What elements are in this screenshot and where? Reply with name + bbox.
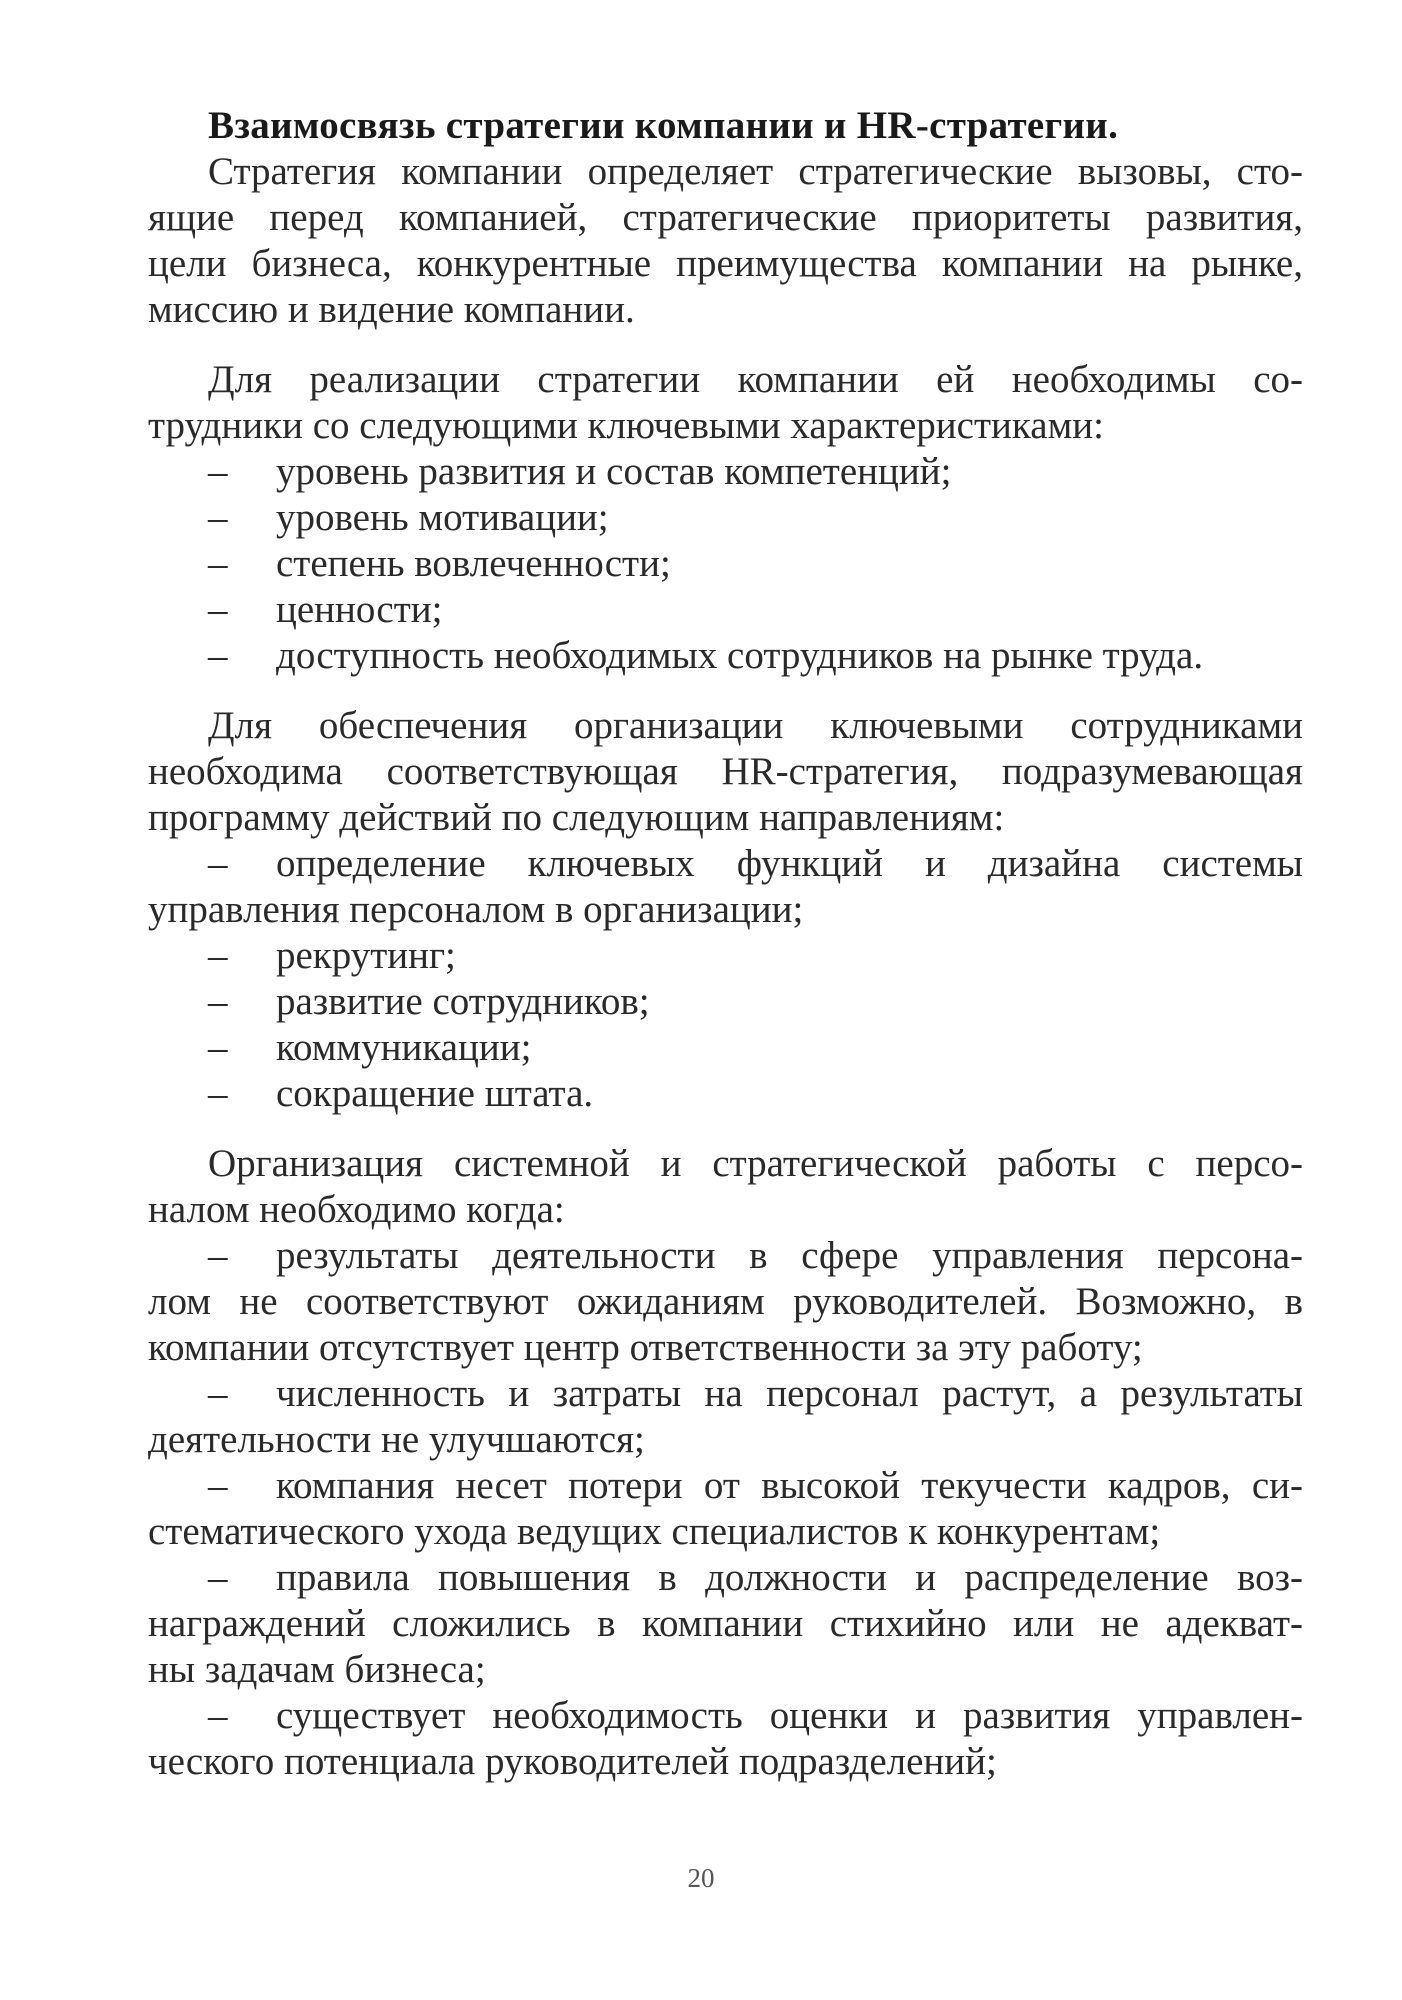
page-number: 20 [687, 1863, 715, 1893]
dash-marker: – [208, 634, 228, 677]
section-heading: Взаимосвязь стратегии компании и HR-стратегии. [208, 104, 1119, 147]
list-item [148, 1233, 1303, 1279]
list-item-text: численность и затраты на персонал растут, а результаты [276, 1372, 1303, 1415]
list-item-continuation: управления персоналом в организации; [148, 888, 804, 931]
list-item-text: степень вовлеченности; [276, 542, 671, 585]
list-item-text: результаты деятельности в сфере управления персона- [276, 1234, 1303, 1277]
paragraph-1-line: Стратегия компании определяет стратегические вызовы, сто- [208, 150, 1303, 193]
paragraph-4-line: Организация системной и стратегической работы с персо- [208, 1142, 1303, 1185]
list-item-text: развитие сотрудников; [276, 980, 650, 1023]
list-item-text: коммуникации; [276, 1026, 532, 1069]
dash-marker: – [208, 1026, 228, 1069]
paragraph-4-line: налом необходимо когда: [148, 1188, 565, 1231]
list-item-text: доступность необходимых сотрудников на рынке труда. [276, 634, 1204, 677]
list-item-continuation: стематического ухода ведущих специалистов к конкурентам; [148, 1510, 1161, 1553]
list-item [148, 449, 1303, 495]
dash-marker: – [208, 842, 228, 885]
dash-marker: – [208, 980, 228, 1023]
paragraph-1-line: миссию и видение компании. [148, 288, 635, 331]
dash-marker: – [208, 450, 228, 493]
paragraph-1-line: ящие перед компанией, стратегические приоритеты развития, [148, 196, 1303, 239]
paragraph-2-line: Для реализации стратегии компании ей необходимы со- [208, 358, 1303, 401]
list-item [148, 841, 1303, 887]
list-item [148, 1371, 1303, 1417]
page-body [148, 103, 1303, 1785]
paragraph-3-line: Для обеспечения организации ключевыми сотрудниками [208, 704, 1303, 747]
list-item-continuation: компании отсутствует центр ответственности за эту работу; [148, 1326, 1143, 1369]
list-item-continuation: награждений сложились в компании стихийно или не адекват- [148, 1602, 1303, 1645]
dash-marker: – [208, 1464, 228, 1507]
list-item-text: правила повышения в должности и распределение воз- [276, 1556, 1303, 1599]
paragraph-2-line: трудники со следующими ключевыми характеристиками: [148, 404, 1104, 447]
list-item-continuation: ческого потенциала руководителей подразделений; [148, 1740, 997, 1783]
list-item-text: ценности; [276, 588, 443, 631]
dash-marker: – [208, 1694, 228, 1737]
paragraph-1-line: цели бизнеса, конкурентные преимущества компании на рынке, [148, 242, 1303, 285]
list-item-text: уровень мотивации; [276, 496, 609, 539]
list-item [148, 541, 1303, 587]
dash-marker: – [208, 1372, 228, 1415]
list-item [148, 495, 1303, 541]
list-item [148, 1025, 1303, 1071]
list-item-text: определение ключевых функций и дизайна системы [276, 842, 1303, 885]
list-item-text: компания несет потери от высокой текучести кадров, си- [276, 1464, 1303, 1507]
list-item [148, 1463, 1303, 1509]
dash-marker: – [208, 1072, 228, 1115]
list-item [148, 979, 1303, 1025]
list-item [148, 1555, 1303, 1601]
list-item-text: рекрутинг; [276, 934, 456, 977]
list-item [148, 933, 1303, 979]
dash-marker: – [208, 934, 228, 977]
list-item-text: существует необходимость оценки и развития управлен- [276, 1694, 1303, 1737]
list-item-continuation: лом не соответствуют ожиданиям руководителей. Возможно, в [148, 1280, 1303, 1323]
list-item [148, 1071, 1303, 1117]
dash-marker: – [208, 1556, 228, 1599]
dash-marker: – [208, 542, 228, 585]
dash-marker: – [208, 1234, 228, 1277]
list-item-continuation: ны задачам бизнеса; [148, 1648, 486, 1691]
list-item [148, 633, 1303, 679]
list-item-text: сокращение штата. [276, 1072, 594, 1115]
list-item [148, 1693, 1303, 1739]
list-item-continuation: деятельности не улучшаются; [148, 1418, 645, 1461]
dash-marker: – [208, 496, 228, 539]
paragraph-3-line: необходима соответствующая HR-стратегия, подразумевающая [148, 750, 1303, 793]
dash-marker: – [208, 588, 228, 631]
list-item [148, 587, 1303, 633]
paragraph-3-line: программу действий по следующим направлениям: [148, 796, 1005, 839]
list-item-text: уровень развития и состав компетенций; [276, 450, 952, 493]
